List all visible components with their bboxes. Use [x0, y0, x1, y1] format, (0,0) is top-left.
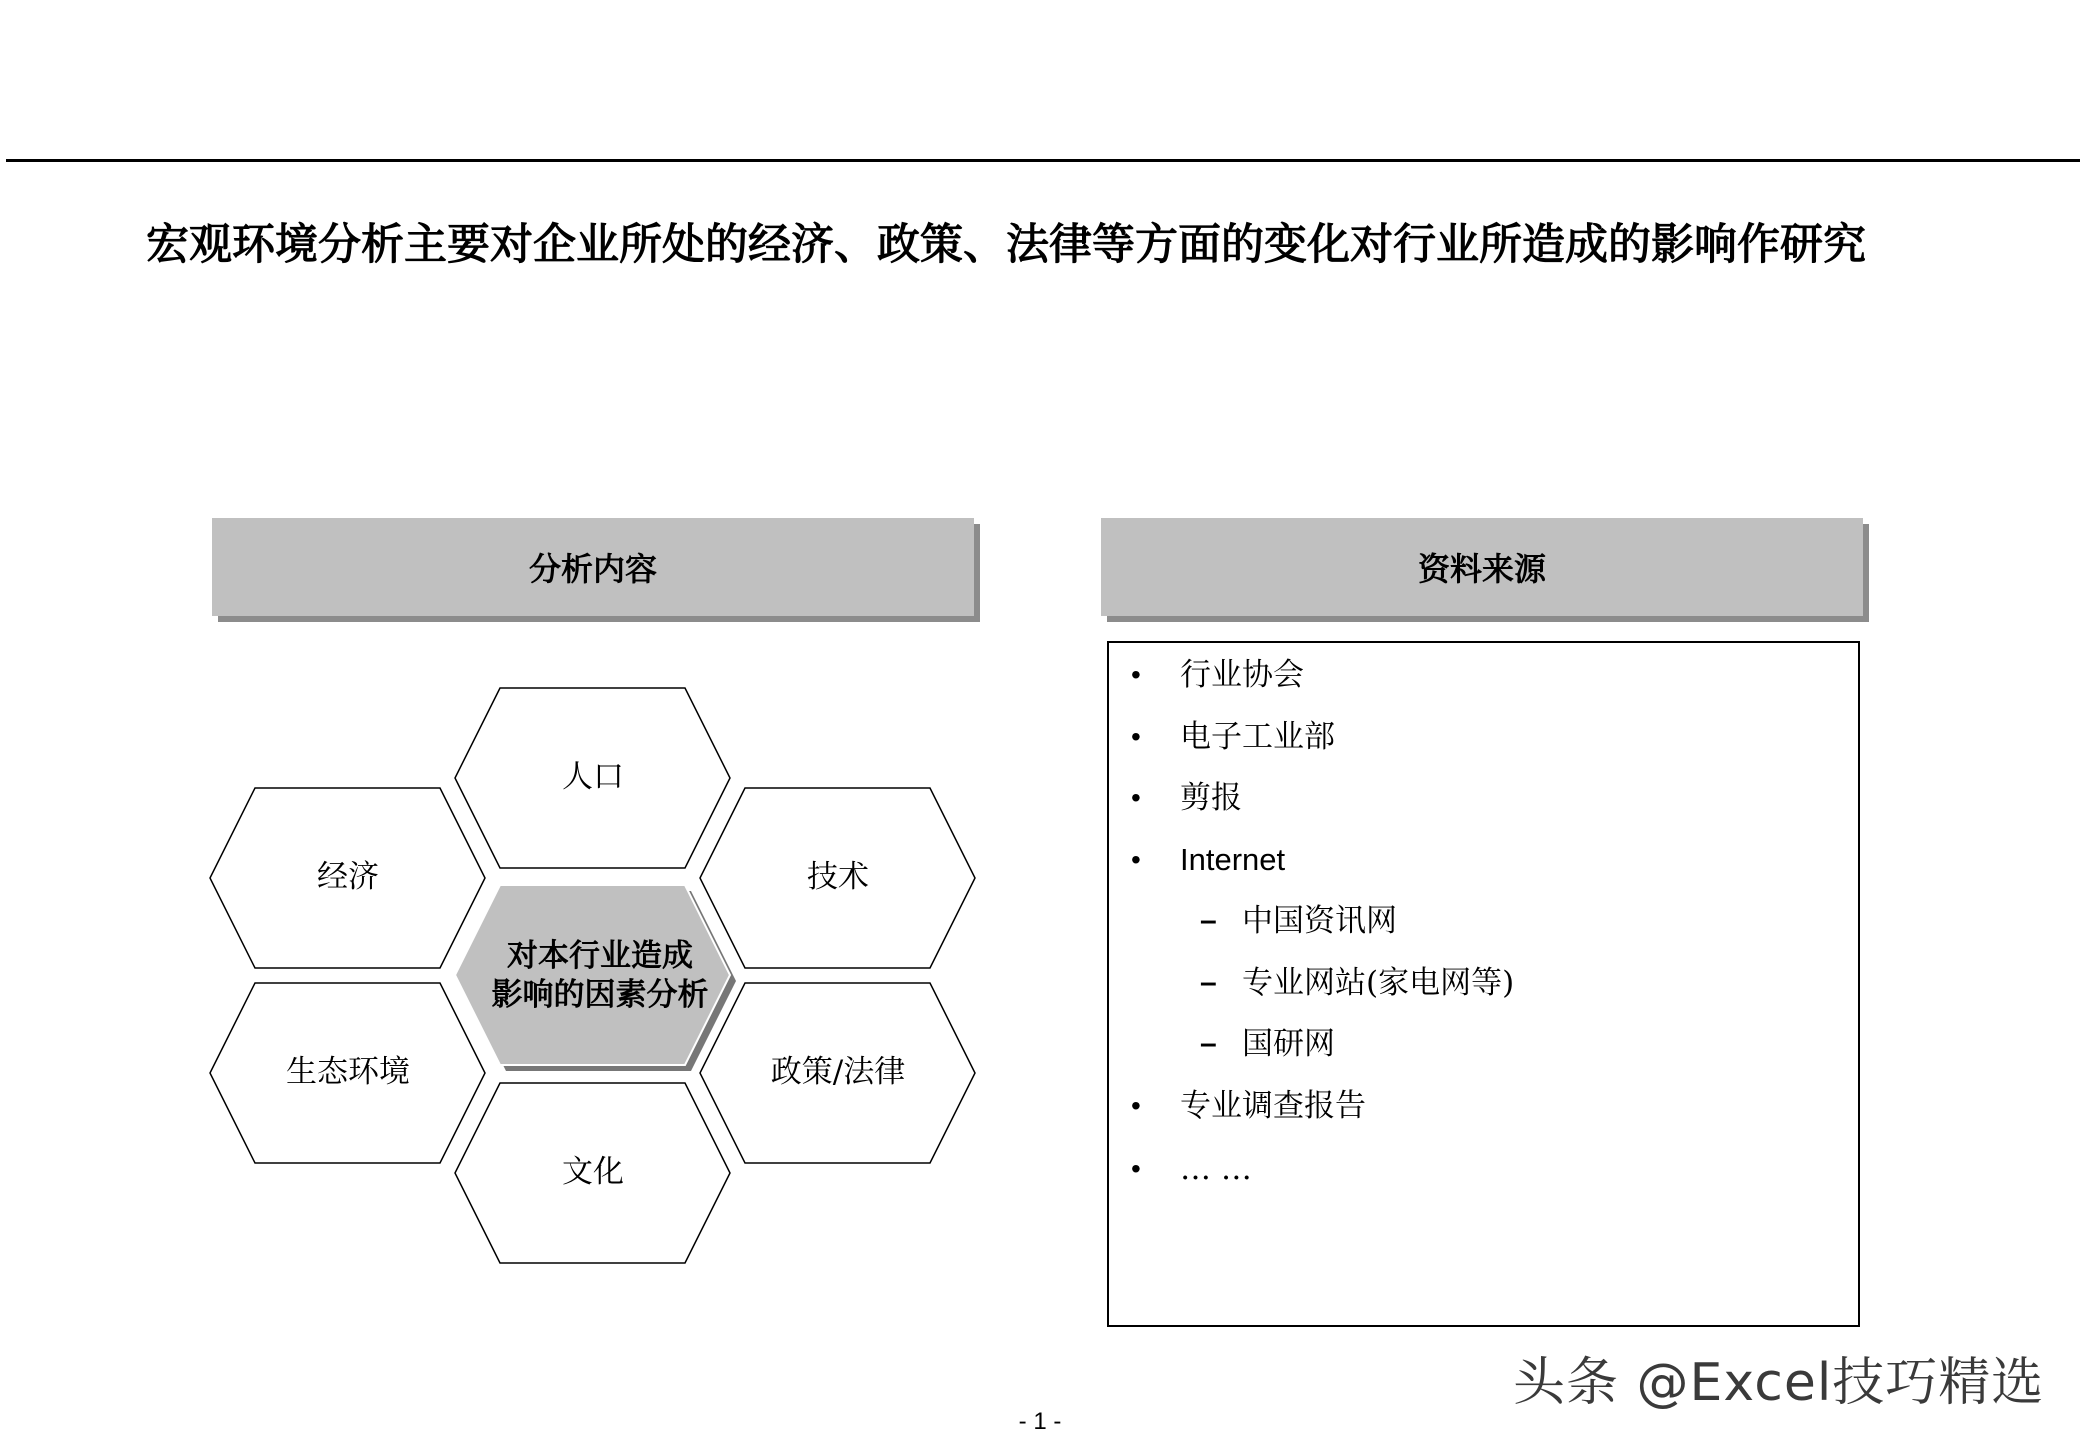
bullet-marker: •	[1131, 721, 1141, 752]
sources-list-box	[1107, 641, 1860, 1327]
hex-lower-left-label: 生态环境	[286, 1054, 410, 1090]
hex-upper-right-label: 技术	[807, 859, 869, 895]
data-sources-header: 资料来源	[1101, 518, 1863, 616]
source-item: … …	[1180, 1151, 1252, 1187]
dash-marker: –	[1200, 1027, 1217, 1060]
slide-title: 宏观环境分析主要对企业所处的经济、政策、法律等方面的变化对行业所造成的影响作研究	[146, 220, 1866, 270]
source-item: 行业协会	[1180, 657, 1304, 693]
bullet-marker: •	[1131, 844, 1141, 875]
source-subitem: 专业网站(家电网等)	[1242, 965, 1515, 1001]
bullet-marker: •	[1131, 782, 1141, 813]
source-item: 剪报	[1180, 780, 1242, 816]
hex-center-label-line2: 影响的因素分析	[491, 977, 709, 1013]
watermark: 头条 @Excel技巧精选	[1513, 1353, 2045, 1413]
hex-center	[455, 885, 730, 1065]
hex-top-label: 人口	[562, 759, 624, 795]
analysis-content-header: 分析内容	[212, 518, 974, 616]
bullet-marker: •	[1131, 1153, 1141, 1184]
hex-bottom-label: 文化	[562, 1154, 624, 1190]
hex-center-label-line1: 对本行业造成	[507, 938, 693, 974]
dash-marker: –	[1200, 904, 1217, 937]
source-item: Internet	[1180, 842, 1286, 877]
source-item: 电子工业部	[1180, 719, 1335, 755]
source-subitem: 中国资讯网	[1242, 903, 1397, 939]
bullet-marker: •	[1131, 1090, 1141, 1121]
hex-upper-left-label: 经济	[317, 859, 379, 895]
source-item: 专业调查报告	[1180, 1088, 1366, 1124]
bullet-marker: •	[1131, 659, 1141, 690]
hex-lower-right-label: 政策/法律	[770, 1054, 906, 1090]
source-subitem: 国研网	[1242, 1026, 1335, 1062]
page-number: - 1 -	[1018, 1408, 1062, 1435]
dash-marker: –	[1200, 966, 1217, 999]
